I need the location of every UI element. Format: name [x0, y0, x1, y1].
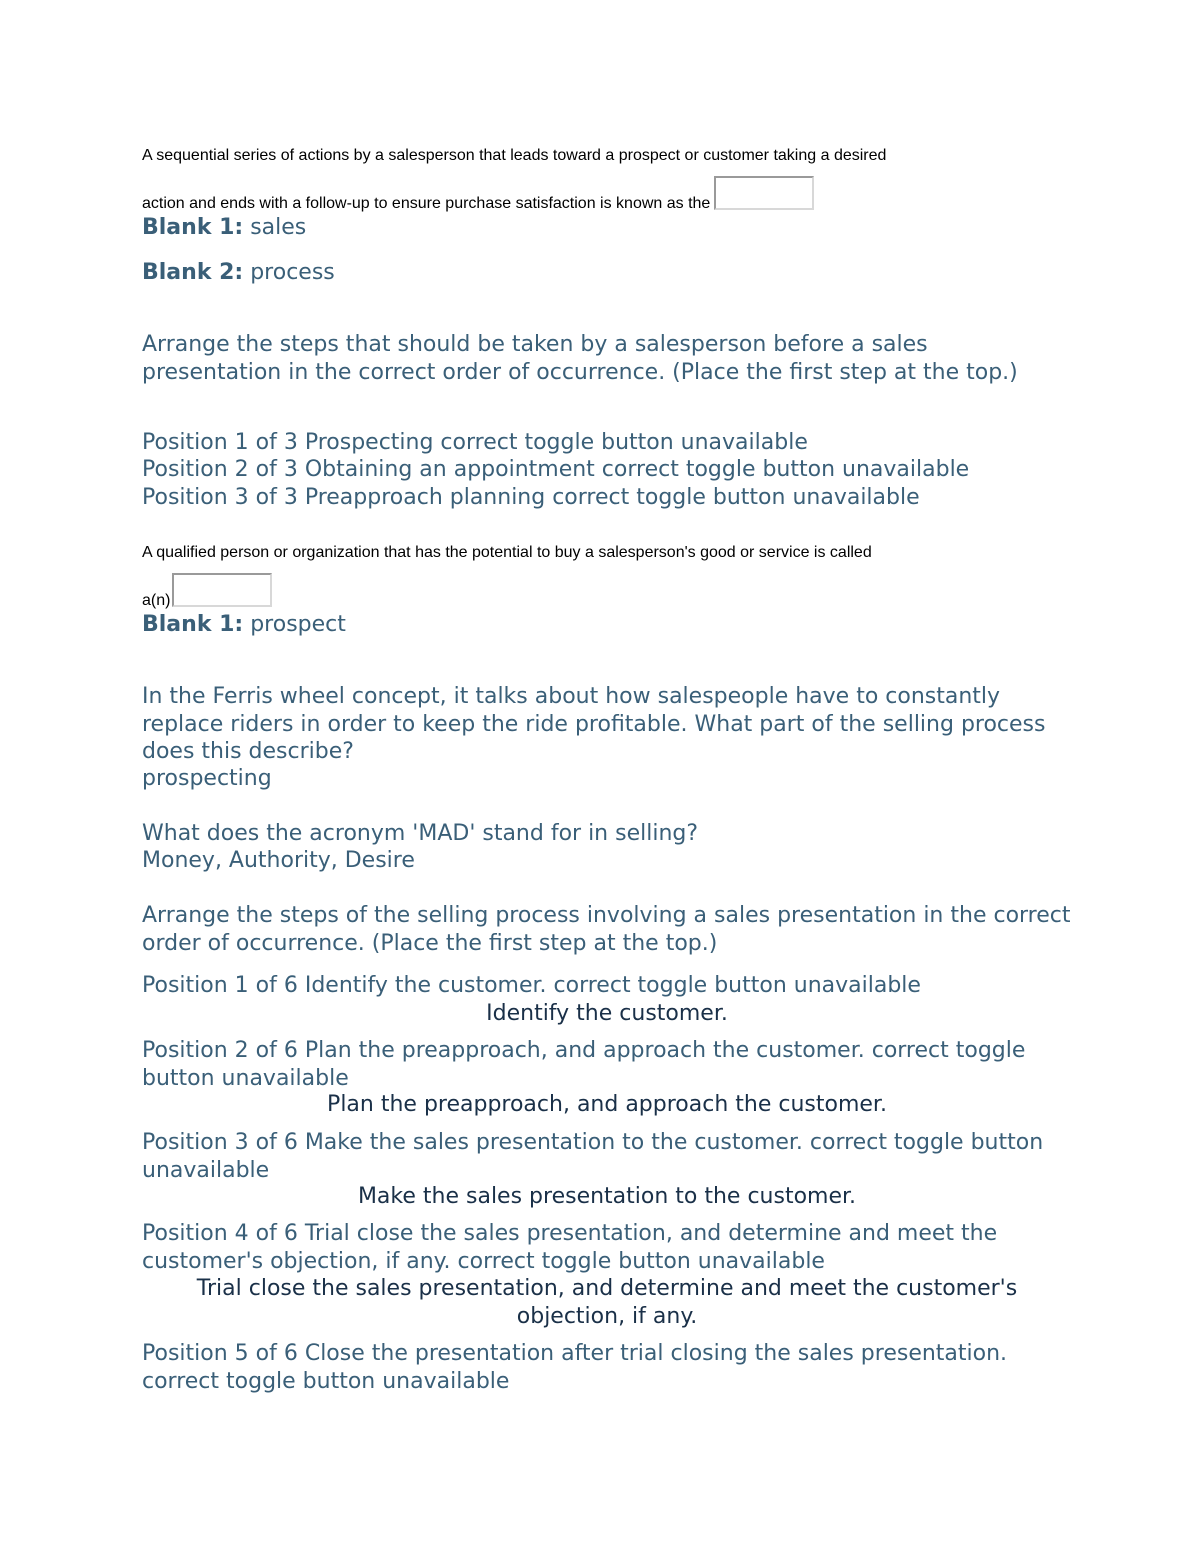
- blank-value: process: [250, 260, 335, 285]
- ordering-position: Position 5 of 6 Close the presentation after trial closing the sales presentation. correct toggle button unavailable: [142, 1341, 1008, 1394]
- blank-answer-1: [142, 214, 1072, 242]
- ordering-position: Position 1 of 3 Prospecting correct toggle button unavailable: [142, 430, 808, 455]
- blank-answer-2: [142, 259, 1072, 287]
- ordering-position: Position 4 of 6 Trial close the sales presentation, and determine and meet the customer's objection, if any. correct toggle button unavailable: [142, 1221, 998, 1274]
- blank-answer-1: [142, 611, 1072, 639]
- question-6-prompt: Arrange the steps of the selling process involving a sales presentation in the correct order of occurrence. (Place the first step at the top.): [142, 903, 1071, 956]
- ordering-answer: Plan the preapproach, and approach the customer.: [327, 1092, 887, 1117]
- blank-label: Blank 1:: [142, 215, 244, 240]
- blank-label: Blank 1:: [142, 612, 244, 637]
- question-2-prompt: Arrange the steps that should be taken by a salesperson before a sales presentation in the correct order of occurrence. (Place the first step at the top.): [142, 332, 1018, 385]
- ordering-position: Position 3 of 3 Preapproach planning correct toggle button unavailable: [142, 485, 920, 510]
- ordering-answer: Make the sales presentation to the customer.: [357, 1184, 857, 1209]
- ordering-position: Position 1 of 6 Identify the customer. correct toggle button unavailable: [142, 973, 921, 998]
- question-3-line-1: A qualified person or organization that has the potential to buy a salesperson's good or service is called: [142, 544, 872, 561]
- blank-label: Blank 2:: [142, 260, 244, 285]
- ordering-position: Position 2 of 6 Plan the preapproach, and approach the customer. correct toggle button unavailable: [142, 1038, 1026, 1091]
- question-5-prompt: What does the acronym 'MAD' stand for in selling?: [142, 821, 699, 846]
- ordering-position: Position 2 of 3 Obtaining an appointment correct toggle button unavailable: [142, 457, 970, 482]
- question-1-line-1: A sequential series of actions by a salesperson that leads toward a prospect or customer taking a desired: [142, 147, 887, 164]
- blank-input-box[interactable]: [714, 176, 814, 210]
- question-3-line-2-text: a(n): [142, 592, 171, 609]
- blank-value: prospect: [250, 612, 346, 637]
- question-4-prompt: In the Ferris wheel concept, it talks about how salespeople have to constantly replace riders in order to keep the ride profitable. What part of the selling process does this describe?: [142, 684, 1046, 764]
- ordering-position: Position 3 of 6 Make the sales presentation to the customer. correct toggle button unavailable: [142, 1130, 1044, 1183]
- question-1-line-2-text: action and ends with a follow-up to ensure purchase satisfaction is known as the: [142, 195, 711, 212]
- ordering-answer: Identify the customer.: [486, 1001, 728, 1026]
- question-5-answer: Money, Authority, Desire: [142, 848, 415, 873]
- blank-value: sales: [250, 215, 307, 240]
- blank-input-box[interactable]: [172, 573, 272, 607]
- ordering-answer: Trial close the sales presentation, and determine and meet the customer's objection, if any.: [196, 1276, 1018, 1329]
- question-4-answer: prospecting: [142, 766, 272, 791]
